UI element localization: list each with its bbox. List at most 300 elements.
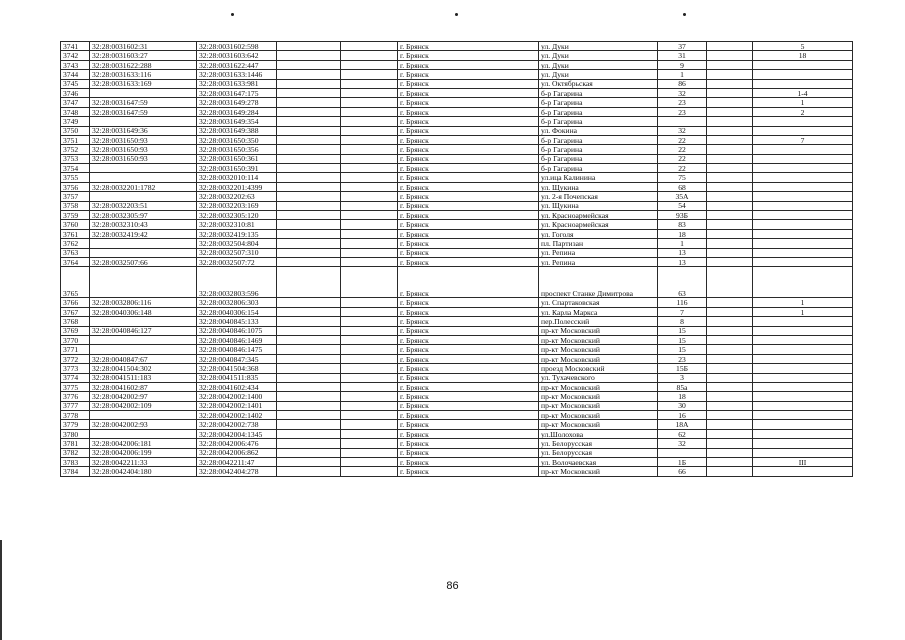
empty-cell-b <box>341 145 398 154</box>
apartment-cell <box>753 448 853 457</box>
empty-cell-b <box>341 401 398 410</box>
row-number-cell: 3773 <box>61 364 90 373</box>
table-row <box>61 239 853 248</box>
building-cell <box>707 135 753 144</box>
row-number-cell: 3784 <box>61 467 90 476</box>
empty-cell-a <box>277 107 341 116</box>
old-cadastral-cell: 32:28:0031622:288 <box>90 60 197 69</box>
street-cell: ул. Фокина <box>539 126 658 135</box>
empty-cell-a <box>277 267 341 298</box>
cadastral-number-cell: 32:28:0042002:1400 <box>197 392 277 401</box>
street-cell: ул. Тухачевского <box>539 373 658 382</box>
empty-cell-b <box>341 164 398 173</box>
building-cell <box>707 354 753 363</box>
cadastral-number-cell: 32:28:0032803:596 <box>197 267 277 298</box>
apartment-cell <box>753 429 853 438</box>
apartment-cell: 5 <box>753 42 853 51</box>
apartment-cell: 2 <box>753 107 853 116</box>
city-cell: г. Брянск <box>398 42 539 51</box>
apartment-cell <box>753 364 853 373</box>
building-cell <box>707 220 753 229</box>
old-cadastral-cell: 32:28:0042404:180 <box>90 467 197 476</box>
empty-cell-b <box>341 42 398 51</box>
empty-cell-b <box>341 257 398 266</box>
apartment-cell <box>753 317 853 326</box>
building-cell <box>707 173 753 182</box>
house-cell: 30 <box>658 401 707 410</box>
house-cell: 32 <box>658 126 707 135</box>
old-cadastral-cell: 32:28:0031650:93 <box>90 154 197 163</box>
empty-cell-a <box>277 164 341 173</box>
apartment-cell <box>753 173 853 182</box>
apartment-cell <box>753 220 853 229</box>
empty-cell-b <box>341 345 398 354</box>
apartment-cell: 1 <box>753 98 853 107</box>
empty-cell-a <box>277 229 341 238</box>
row-number-cell: 3772 <box>61 354 90 363</box>
old-cadastral-cell <box>90 164 197 173</box>
empty-cell-a <box>277 145 341 154</box>
apartment-cell <box>753 192 853 201</box>
row-number-cell: 3741 <box>61 42 90 51</box>
empty-cell-a <box>277 98 341 107</box>
page-number: 86 <box>446 580 459 592</box>
table-row <box>61 135 853 144</box>
cadastral-number-cell: 32:28:0032310:81 <box>197 220 277 229</box>
building-cell <box>707 317 753 326</box>
building-cell <box>707 429 753 438</box>
building-cell <box>707 211 753 220</box>
row-number-cell: 3768 <box>61 317 90 326</box>
table-row <box>61 211 853 220</box>
cadastral-number-cell: 32:28:0041504:368 <box>197 364 277 373</box>
cadastral-number-cell: 32:28:0042404:278 <box>197 467 277 476</box>
house-cell: 1Б <box>658 458 707 467</box>
old-cadastral-cell <box>90 88 197 97</box>
cadastral-number-cell: 32:28:0042006:476 <box>197 439 277 448</box>
apartment-cell <box>753 126 853 135</box>
house-cell: 116 <box>658 298 707 307</box>
table-row <box>61 335 853 344</box>
house-cell <box>658 448 707 457</box>
street-cell: ул. Спартаковская <box>539 298 658 307</box>
table-row <box>61 458 853 467</box>
row-number-cell: 3761 <box>61 229 90 238</box>
house-cell <box>658 117 707 126</box>
cadastral-number-cell: 32:28:0031603:642 <box>197 51 277 60</box>
building-cell <box>707 326 753 335</box>
empty-cell-b <box>341 317 398 326</box>
cadastral-number-cell: 32:28:0042004:1345 <box>197 429 277 438</box>
old-cadastral-cell: 32:28:0040846:127 <box>90 326 197 335</box>
empty-cell-b <box>341 411 398 420</box>
empty-cell-a <box>277 201 341 210</box>
empty-cell-a <box>277 335 341 344</box>
house-cell: 54 <box>658 201 707 210</box>
row-number-cell: 3757 <box>61 192 90 201</box>
empty-cell-b <box>341 117 398 126</box>
city-cell: г. Брянск <box>398 345 539 354</box>
city-cell: г. Брянск <box>398 298 539 307</box>
old-cadastral-cell <box>90 411 197 420</box>
table-row <box>61 79 853 88</box>
empty-cell-a <box>277 126 341 135</box>
row-number-cell: 3777 <box>61 401 90 410</box>
old-cadastral-cell: 32:28:0040847:67 <box>90 354 197 363</box>
empty-cell-b <box>341 154 398 163</box>
city-cell: г. Брянск <box>398 335 539 344</box>
empty-cell-b <box>341 98 398 107</box>
row-number-cell: 3756 <box>61 182 90 191</box>
registry-table-container <box>60 41 852 477</box>
apartment-cell <box>753 373 853 382</box>
empty-cell-b <box>341 220 398 229</box>
old-cadastral-cell: 32:28:0031633:169 <box>90 79 197 88</box>
table-row <box>61 220 853 229</box>
empty-cell-a <box>277 239 341 248</box>
city-cell: г. Брянск <box>398 79 539 88</box>
cadastral-number-cell: 32:28:0040846:1475 <box>197 345 277 354</box>
cadastral-number-cell: 32:28:0042211:47 <box>197 458 277 467</box>
cadastral-number-cell: 32:28:0042002:1402 <box>197 411 277 420</box>
cadastral-number-cell: 32:28:0031647:175 <box>197 88 277 97</box>
building-cell <box>707 298 753 307</box>
city-cell: г. Брянск <box>398 411 539 420</box>
city-cell: г. Брянск <box>398 317 539 326</box>
cadastral-number-cell: 32:28:0032305:120 <box>197 211 277 220</box>
house-cell: 85а <box>658 382 707 391</box>
empty-cell-b <box>341 307 398 316</box>
old-cadastral-cell: 32:28:0031650:93 <box>90 145 197 154</box>
empty-cell-b <box>341 211 398 220</box>
building-cell <box>707 267 753 298</box>
row-number-cell: 3762 <box>61 239 90 248</box>
house-cell: 16 <box>658 411 707 420</box>
street-cell: б-р Гагарина <box>539 88 658 97</box>
table-row <box>61 364 853 373</box>
empty-cell-b <box>341 335 398 344</box>
building-cell <box>707 307 753 316</box>
empty-cell-a <box>277 117 341 126</box>
empty-cell-a <box>277 79 341 88</box>
city-cell: г. Брянск <box>398 307 539 316</box>
empty-cell-b <box>341 248 398 257</box>
old-cadastral-cell: 32:28:0031650:93 <box>90 135 197 144</box>
house-cell: 18А <box>658 420 707 429</box>
street-cell: пр-кт Московский <box>539 382 658 391</box>
apartment-cell <box>753 201 853 210</box>
table-row <box>61 411 853 420</box>
apartment-cell <box>753 145 853 154</box>
house-cell: 3 <box>658 373 707 382</box>
empty-cell-b <box>341 392 398 401</box>
building-cell <box>707 126 753 135</box>
cadastral-number-cell: 32:28:0031650:350 <box>197 135 277 144</box>
apartment-cell <box>753 154 853 163</box>
city-cell: г. Брянск <box>398 401 539 410</box>
house-cell: 35А <box>658 192 707 201</box>
building-cell <box>707 467 753 476</box>
house-cell: 15 <box>658 345 707 354</box>
apartment-cell <box>753 164 853 173</box>
row-number-cell: 3764 <box>61 257 90 266</box>
city-cell: г. Брянск <box>398 467 539 476</box>
empty-cell-a <box>277 307 341 316</box>
house-cell: 62 <box>658 429 707 438</box>
empty-cell-a <box>277 298 341 307</box>
row-number-cell: 3781 <box>61 439 90 448</box>
street-cell: пер.Полесский <box>539 317 658 326</box>
city-cell: г. Брянск <box>398 439 539 448</box>
street-cell: ул. Гоголя <box>539 229 658 238</box>
row-number-cell: 3742 <box>61 51 90 60</box>
old-cadastral-cell <box>90 239 197 248</box>
row-number-cell: 3750 <box>61 126 90 135</box>
row-number-cell: 3782 <box>61 448 90 457</box>
street-cell: б-р Гагарина <box>539 117 658 126</box>
old-cadastral-cell: 32:28:0032806:116 <box>90 298 197 307</box>
old-cadastral-cell: 32:28:0031602:31 <box>90 42 197 51</box>
street-cell: ул. Репина <box>539 257 658 266</box>
cadastral-number-cell: 32:28:0032507:310 <box>197 248 277 257</box>
old-cadastral-cell: 32:28:0032419:42 <box>90 229 197 238</box>
cadastral-number-cell: 32:28:0031633:1446 <box>197 70 277 79</box>
apartment-cell: 7 <box>753 135 853 144</box>
apartment-cell <box>753 229 853 238</box>
table-row <box>61 164 853 173</box>
building-cell <box>707 42 753 51</box>
cadastral-number-cell: 32:28:0042002:1401 <box>197 401 277 410</box>
city-cell: г. Брянск <box>398 51 539 60</box>
house-cell: 66 <box>658 467 707 476</box>
cadastral-number-cell: 32:28:0031602:598 <box>197 42 277 51</box>
row-number-cell: 3778 <box>61 411 90 420</box>
row-number-cell: 3751 <box>61 135 90 144</box>
empty-cell-a <box>277 458 341 467</box>
row-number-cell: 3783 <box>61 458 90 467</box>
street-cell: ул. 2-я Почепская <box>539 192 658 201</box>
apartment-cell <box>753 382 853 391</box>
city-cell: г. Брянск <box>398 429 539 438</box>
street-cell: ул. Дуки <box>539 51 658 60</box>
table-row <box>61 267 853 298</box>
table-row <box>61 307 853 316</box>
empty-cell-a <box>277 354 341 363</box>
old-cadastral-cell: 32:28:0040306:148 <box>90 307 197 316</box>
house-cell: 15Б <box>658 364 707 373</box>
cadastral-number-cell: 32:28:0032201:4399 <box>197 182 277 191</box>
city-cell: г. Брянск <box>398 220 539 229</box>
apartment-cell <box>753 335 853 344</box>
street-cell: ул. Белорусская <box>539 439 658 448</box>
house-cell: 22 <box>658 154 707 163</box>
street-cell: ул. Карла Маркса <box>539 307 658 316</box>
apartment-cell <box>753 211 853 220</box>
empty-cell-a <box>277 51 341 60</box>
empty-cell-a <box>277 154 341 163</box>
apartment-cell <box>753 411 853 420</box>
street-cell: пр-кт Московский <box>539 345 658 354</box>
table-row <box>61 326 853 335</box>
table-row <box>61 373 853 382</box>
table-row <box>61 429 853 438</box>
building-cell <box>707 60 753 69</box>
cadastral-number-cell: 32:28:0031649:354 <box>197 117 277 126</box>
table-row <box>61 182 853 191</box>
row-number-cell: 3744 <box>61 70 90 79</box>
apartment-cell <box>753 182 853 191</box>
empty-cell-a <box>277 382 341 391</box>
row-number-cell: 3771 <box>61 345 90 354</box>
city-cell: г. Брянск <box>398 248 539 257</box>
empty-cell-a <box>277 401 341 410</box>
empty-cell-a <box>277 211 341 220</box>
street-cell: ул. Белорусская <box>539 448 658 457</box>
building-cell <box>707 239 753 248</box>
empty-cell-b <box>341 201 398 210</box>
row-number-cell: 3759 <box>61 211 90 220</box>
row-number-cell: 3749 <box>61 117 90 126</box>
empty-cell-a <box>277 364 341 373</box>
city-cell: г. Брянск <box>398 117 539 126</box>
old-cadastral-cell: 32:28:0032305:97 <box>90 211 197 220</box>
street-cell: пр-кт Московский <box>539 420 658 429</box>
old-cadastral-cell <box>90 345 197 354</box>
punch-mark <box>231 13 234 16</box>
street-cell: пр-кт Московский <box>539 335 658 344</box>
building-cell <box>707 145 753 154</box>
street-cell: пр-кт Московский <box>539 401 658 410</box>
table-row <box>61 392 853 401</box>
old-cadastral-cell: 32:28:0042006:199 <box>90 448 197 457</box>
old-cadastral-cell: 32:28:0041504:302 <box>90 364 197 373</box>
street-cell: пр-кт Московский <box>539 467 658 476</box>
house-cell: 68 <box>658 182 707 191</box>
apartment-cell: III <box>753 458 853 467</box>
table-row <box>61 448 853 457</box>
apartment-cell <box>753 345 853 354</box>
row-number-cell: 3747 <box>61 98 90 107</box>
house-cell: 8 <box>658 317 707 326</box>
city-cell: г. Брянск <box>398 126 539 135</box>
table-row <box>61 401 853 410</box>
house-cell: 86 <box>658 79 707 88</box>
city-cell: г. Брянск <box>398 267 539 298</box>
old-cadastral-cell: 32:28:0031633:116 <box>90 70 197 79</box>
street-cell: ул. Октябрьская <box>539 79 658 88</box>
old-cadastral-cell <box>90 192 197 201</box>
table-row <box>61 248 853 257</box>
city-cell: г. Брянск <box>398 98 539 107</box>
cadastral-number-cell: 32:28:0040846:1469 <box>197 335 277 344</box>
city-cell: г. Брянск <box>398 229 539 238</box>
cadastral-number-cell: 32:28:0032806:303 <box>197 298 277 307</box>
house-cell: 32 <box>658 88 707 97</box>
table-row <box>61 317 853 326</box>
house-cell: 75 <box>658 173 707 182</box>
table-row <box>61 382 853 391</box>
city-cell: г. Брянск <box>398 448 539 457</box>
apartment-cell <box>753 420 853 429</box>
empty-cell-a <box>277 60 341 69</box>
street-cell: пр-кт Московский <box>539 392 658 401</box>
house-cell: 1 <box>658 70 707 79</box>
empty-cell-b <box>341 182 398 191</box>
old-cadastral-cell: 32:28:0041602:87 <box>90 382 197 391</box>
apartment-cell <box>753 248 853 257</box>
street-cell: ул. Дуки <box>539 60 658 69</box>
cadastral-number-cell: 32:28:0042002:738 <box>197 420 277 429</box>
city-cell: г. Брянск <box>398 70 539 79</box>
street-cell: ул. Щукина <box>539 201 658 210</box>
house-cell: 15 <box>658 326 707 335</box>
punch-mark <box>455 13 458 16</box>
old-cadastral-cell: 32:28:0031603:27 <box>90 51 197 60</box>
empty-cell-a <box>277 411 341 420</box>
empty-cell-a <box>277 429 341 438</box>
cadastral-number-cell: 32:28:0031649:284 <box>197 107 277 116</box>
table-row <box>61 345 853 354</box>
house-cell: 23 <box>658 98 707 107</box>
table-row <box>61 173 853 182</box>
apartment-cell <box>753 239 853 248</box>
building-cell <box>707 257 753 266</box>
table-row <box>61 439 853 448</box>
city-cell: г. Брянск <box>398 145 539 154</box>
old-cadastral-cell: 32:28:0042002:97 <box>90 392 197 401</box>
empty-cell-b <box>341 229 398 238</box>
house-cell: 18 <box>658 392 707 401</box>
cadastral-number-cell: 32:28:0032507:72 <box>197 257 277 266</box>
old-cadastral-cell: 32:28:0031647:59 <box>90 98 197 107</box>
empty-cell-b <box>341 107 398 116</box>
table-row <box>61 51 853 60</box>
building-cell <box>707 182 753 191</box>
city-cell: г. Брянск <box>398 239 539 248</box>
street-cell: проезд Московский <box>539 364 658 373</box>
house-cell: 15 <box>658 335 707 344</box>
building-cell <box>707 439 753 448</box>
street-cell: ул.ица Калинина <box>539 173 658 182</box>
empty-cell-a <box>277 448 341 457</box>
old-cadastral-cell <box>90 248 197 257</box>
old-cadastral-cell: 32:28:0042002:109 <box>90 401 197 410</box>
empty-cell-a <box>277 392 341 401</box>
cadastral-number-cell: 32:28:0032419:135 <box>197 229 277 238</box>
building-cell <box>707 401 753 410</box>
empty-cell-b <box>341 420 398 429</box>
empty-cell-b <box>341 88 398 97</box>
row-number-cell: 3745 <box>61 79 90 88</box>
row-number-cell: 3758 <box>61 201 90 210</box>
table-row <box>61 145 853 154</box>
table-row <box>61 420 853 429</box>
old-cadastral-cell <box>90 317 197 326</box>
empty-cell-b <box>341 448 398 457</box>
apartment-cell: 1 <box>753 307 853 316</box>
building-cell <box>707 192 753 201</box>
table-row <box>61 229 853 238</box>
city-cell: г. Брянск <box>398 326 539 335</box>
building-cell <box>707 79 753 88</box>
cadastral-number-cell: 32:28:0031649:278 <box>197 98 277 107</box>
table-row <box>61 117 853 126</box>
house-cell: 13 <box>658 257 707 266</box>
street-cell: б-р Гагарина <box>539 107 658 116</box>
empty-cell-b <box>341 135 398 144</box>
building-cell <box>707 458 753 467</box>
house-cell: 23 <box>658 354 707 363</box>
